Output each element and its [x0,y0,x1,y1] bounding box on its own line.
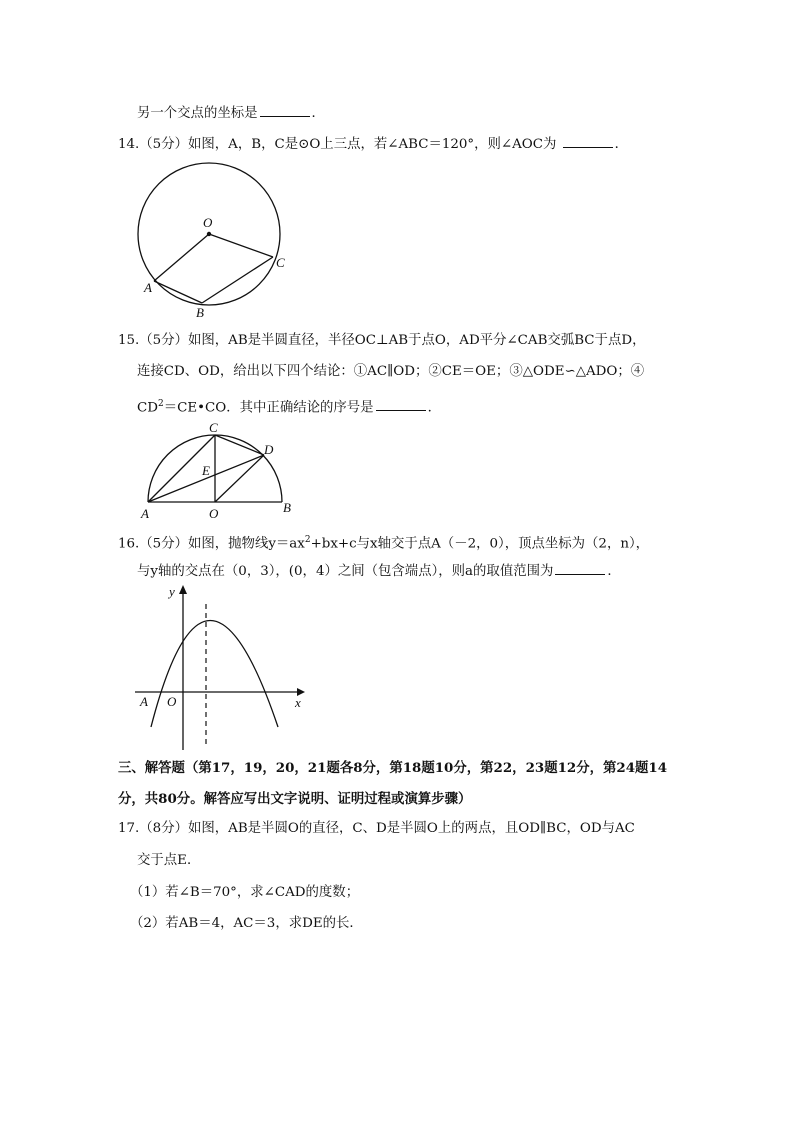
answer-blank [563,134,613,148]
answer-blank [376,397,426,411]
question-15-line2: 连接CD、OD，给出以下四个结论：①AC∥OD；②CE＝OE；③△ODE∽△ADO；④ [137,364,645,379]
question-17-line2: 交于点E． [137,853,201,868]
q15-semicircle-figure [138,420,298,522]
label-c: C [209,420,218,435]
label-b: B [196,305,204,320]
question-17-part1: （1）若∠B＝70°，求∠CAD的度数； [130,885,360,900]
q13-continuation: 另一个交点的坐标是 ． [137,103,325,124]
q16-parabola-figure [133,582,313,754]
label-d: D [264,442,274,457]
label-x: x [295,695,301,710]
label-a: A [140,694,148,709]
segment-od [215,455,264,502]
label-c: C [276,255,285,270]
q14-circle-figure [130,162,290,322]
question-15-line1: 15.（5分）如图，AB是半圆直径，半径OC⊥AB于点O，AD平分∠CAB交弧BC于点D， [118,333,646,348]
segment-cd [215,435,264,455]
label-y: y [169,584,175,599]
question-16-line2: 与y轴的交点在（0，3），(0，4）之间（包含端点），则a的取值范围为 ． [137,561,621,582]
question-15-line3: $CD^2=CE•CO$．其中正确结论的序号是 ． [137,399,441,416]
label-o: O [203,215,213,230]
label-a: A [144,280,152,295]
y-axis-arrow [179,585,187,594]
label-o: O [209,506,219,521]
section-3-heading-line1: 三、解答题（第17，19，20，21题各8分，第18题10分，第22，23题12分，第24题14 [118,760,668,776]
center-point [207,232,211,236]
segment-oc [209,234,273,257]
question-16-line1: 16.（5分）如图，抛物线$y=ax^2+bx+c$与x轴交于点A（－2，0），顶点坐标为（2，n）， [118,535,650,552]
segment-oa [154,234,209,281]
parabola-curve [151,621,278,728]
label-a: A [141,506,149,521]
answer-blank [260,103,310,117]
segment-ab [154,281,202,303]
question-17-line1: 17.（8分）如图，AB是半圆O的直径，C、D是半圆O上的两点，且OD∥BC，OD与AC [118,821,635,836]
label-e: E [202,463,210,478]
label-b: B [283,500,291,515]
answer-blank [555,561,605,575]
label-o: O [167,694,177,709]
question-14: 14.（5分）如图，A，B，C是⊙O上三点，若∠ABC＝120°，则∠AOC为 ． [118,134,628,155]
question-17-part2: （2）若AB＝4，AC＝3，求DE的长． [130,916,363,931]
section-3-heading-line2: 分，共80分。解答应写出文字说明、证明过程或演算步骤） [118,791,472,807]
